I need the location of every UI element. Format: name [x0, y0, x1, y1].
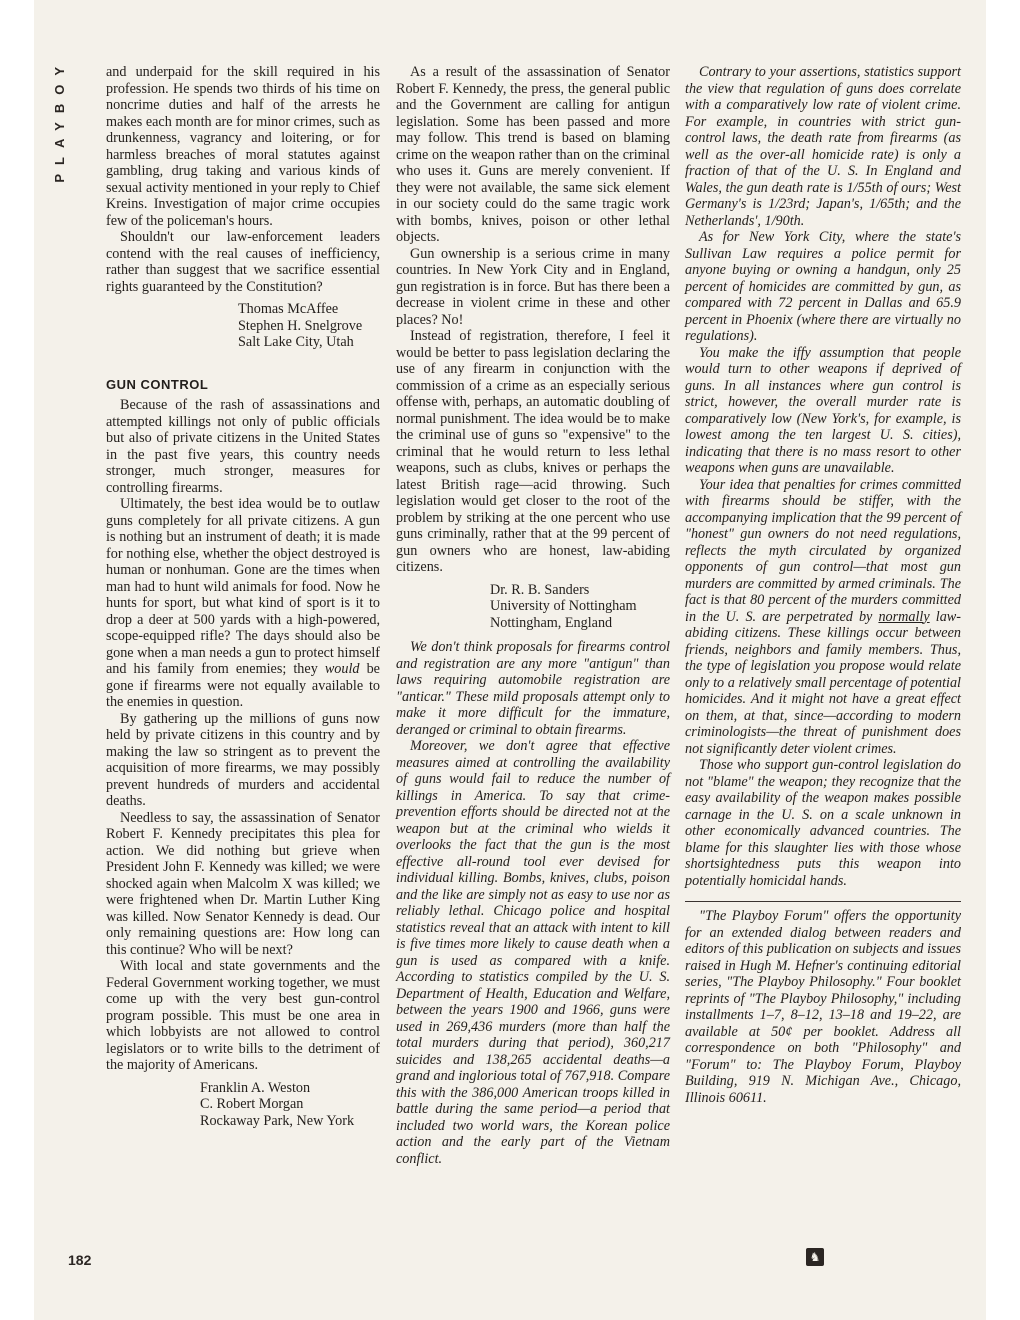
paragraph: With local and state governments and the Federal Government working together, we must come up with the very best gun-control program possible. This must be one area in which lobbyists are not allowed to control legislators or to write bills to the detriment of the majority of Americans. [106, 958, 380, 1073]
signature-location: Rockaway Park, New York [200, 1112, 355, 1129]
forum-note: "The Playboy Forum" offers the opportunity for an extended dialog between readers and editors of this publication on subjects and issues raised in Hugh M. Hefner's continuing editorial series, "The Playboy Philosophy." Four booklet reprints of "The Playboy Philosophy," including installments 1–7, 8–12, 13–18 and 19–22, are available at 50¢ per booklet. Address all correspondence on both "Philosophy" and "Forum" to: The Playboy Forum, Playboy Building, 919 N. Michigan Ave., Chicago, Illinois 60611. [685, 908, 961, 1106]
column-2 [396, 64, 670, 1167]
paragraph [106, 496, 380, 711]
signature-location: Salt Lake City, Utah [238, 334, 354, 350]
signature-name: Dr. R. B. Sanders [490, 581, 590, 598]
editor-reply [685, 477, 961, 758]
text-run: Your idea that penalties for crimes committed with firearms should be stiffer, with the accompanying implication that the 99 percent of "honest" gun owners do not need regulations, reflects the myth circulated by organized opponents of gun control—that most gun murders are committed by armed criminals. The fact is that 80 percent of the murders committed in the U. S. are perpetrated by [685, 476, 961, 625]
signature-name: Franklin A. Weston [200, 1079, 311, 1096]
signature-name: Stephen H. Snelgrove [238, 317, 363, 334]
masthead-wordmark: PLAYBOY [52, 58, 67, 183]
editor-reply: Moreover, we don't agree that effective measures aimed at controlling the availability of guns would fail to reduce the number of killings in America. To say that crime-prevention efforts should be directed not at the weapon but at the criminal who wields it overlooks the fact that the gun is the most effective all-round tool ever devised for individual killing. Bombs, knives, clubs, poison and the like are simply not as easy to use nor as reliably lethal. Chicago police and hospital statistics reveal that an attack with intent to kill is five times more likely to cause death when a gun is used as compared with a knife. According to statistics compiled by the U. S. Department of Health, Education and Welfare, between the years 1900 and 1966, guns were used in 269,436 murders (more than half the total murders during that period), 360,217 suicides and 138,265 accidental deaths—a grand and inglorious total of 767,918. Compare this with the 386,000 American troops killed in battle during the same period—a period that included two world wars, the Korean police action and the early part of the Vietnam conflict. [396, 738, 670, 1167]
signature-name: Thomas McAffee [238, 301, 339, 317]
column-3 [685, 64, 961, 1106]
signature-affiliation: University of Nottingham [490, 598, 637, 614]
signature-block [106, 301, 380, 351]
paragraph: Gun ownership is a serious crime in many countries. In New York City and in England, gun registration is in force. But has there been a decrease in violent crime in these and other places? No! [396, 245, 670, 328]
underlined-text: normally [878, 608, 930, 625]
paragraph: Needless to say, the assassination of Senator Robert F. Kennedy precipitates this plea for action. We did nothing but grieve when President John F. Kennedy was killed; we were shocked again when Malcolm X was killed; we were frightened when Dr. Martin Luther King was killed. Now Senator Kennedy is dead. Our only remaining questions are: How long can this continue? Who will be next? [106, 809, 380, 958]
page-number: 182 [68, 1252, 92, 1268]
signature-location: Nottingham, England [490, 614, 613, 631]
paragraph: Shouldn't our law-enforcement leaders contend with the real causes of inefficiency, rather than suggest that we sacrifice essential rights guaranteed by the Constitution? [106, 229, 380, 295]
signature-block [106, 1080, 380, 1130]
divider [685, 901, 961, 902]
editor-reply: Those who support gun-control legislation do not "blame" the weapon; they recognize that the easy availability of the weapon makes possible carnage in the U. S. on a scale unknown in other economically advanced countries. The blame for this slaughter lies with those whose shortsightedness puts this weapon into potentially homicidal hands. [685, 757, 961, 889]
editor-reply: Contrary to your assertions, statistics support the view that regulation of guns does correlate with a comparatively low rate of violent crime. For example, in countries with strict gun-control laws, the death rate from firearms (as well as the over-all homicide rate) is only a fraction of that of the U. S. In England and Wales, the gun death rate is 1/55th of ours; West Germany's is 1/23rd; Japan's, 1/65th; and the Netherlands', 1/90th. [685, 64, 961, 229]
text-run: be gone if firearms were not equally available to the enemies in question. [106, 661, 380, 710]
masthead-spine [42, 58, 76, 218]
editor-reply: You make the iffy assumption that people would turn to other weapons if deprived of guns. In all instances where gun control is strict, however, the overall murder rate is comparatively low (New York's, for example, is lowest among the ten largest U. S. cities), indicating that there is no mass resort to other weapons when guns are unavailable. [685, 344, 961, 476]
rabbit-head-logo-icon: ♞ [806, 1248, 824, 1266]
paragraph: and underpaid for the skill required in his profession. He spends two thirds of his time on noncrime duties and half of the arrests he makes each month are for minor crimes, such as drunkenness, vagrancy and loitering, or for harmless breaches of moral statutes against gambling, drug taking and various kinds of sexual activity mentioned in your reply to Chief Kreins. Investigation of major crime occupies few of the policeman's hours. [106, 64, 380, 229]
editor-reply: As for New York City, where the state's Sullivan Law requires a police permit for anyone buying or owning a handgun, only 25 percent of homicides are committed by gun, as compared with 72 percent in Dallas and 65.9 percent in Phoenix (where there are virtually no regulations). [685, 229, 961, 344]
section-heading: GUN CONTROL [106, 376, 209, 392]
text-run: Ultimately, the best idea would be to outlaw guns completely for all private citizens. A gun is nothing but an instrument of death; it is made for nothing else, whether the object destroyed is human or nonhuman. Gone are the times when man had to hunt wild animals for food. Now he hunts for sport, but what kind of sport is it to drop a deer at 500 yards with a high-powered, scope-equipped rifle? The days should also be gone when a man needs a gun to protect himself and his family from enemies; they [106, 496, 380, 677]
paragraph: Because of the rash of assassinations and attempted killings not only of public officials but also of private citizens in the United States in the past five years, this country needs stronger, much stronger, measures for controlling firearms. [106, 397, 380, 496]
paragraph: By gathering up the millions of guns now held by private citizens in this country and by making the law so stringent as to prevent the acquisition of more firearms, we may possibly prevent hundreds of murders and accidental deaths. [106, 710, 380, 809]
signature-block [396, 582, 670, 632]
paragraph: Instead of registration, therefore, I feel it would be better to pass legislation declaring the use of any firearm in conjunction with the commission of a crime as an especially serious offense with, perhaps, an automatic doubling of normal punishment. The idea would be to make the criminal use of guns so "expensive" to the criminal that he would return to less lethal weapons, such as clubs, knives or perhaps the latest British rage—acid throwing. Such legislation would get closer to the root of the problem by striking at the one percent who use guns criminally, rather that at the 99 percent of gun owners who are honest, law-abiding citizens. [396, 328, 670, 575]
editor-reply: We don't think proposals for firearms control and registration are any more "antigun" than laws requiring automobile registration are "anticar." These mild proposals attempt only to make it more difficult for the immature, deranged or criminal to obtain firearms. [396, 639, 670, 738]
signature-name: C. Robert Morgan [200, 1096, 304, 1112]
paragraph: As a result of the assassination of Senator Robert F. Kennedy, the press, the general public and the Government are calling for antigun legislation. Some has been passed and more may follow. This trend is based on blaming crime on the weapon rather than on the criminal who uses it. Guns are merely convenient. If they were not available, the same sick element in our society could do the same tragic work with bombs, knives, poison or other lethal objects. [396, 64, 670, 245]
text-run: law-abiding citizens. These killings occur between friends, neighbors and family members. Thus, the type of legislation you propose would relate only to a relatively small percentage of potential homicides. And it might not have a great effect on them, at that, since—according to modern criminologists—the threat of punishment does not significantly deter violent crimes. [685, 608, 961, 757]
emphasis: would [324, 661, 360, 677]
column-1 [106, 64, 380, 1137]
